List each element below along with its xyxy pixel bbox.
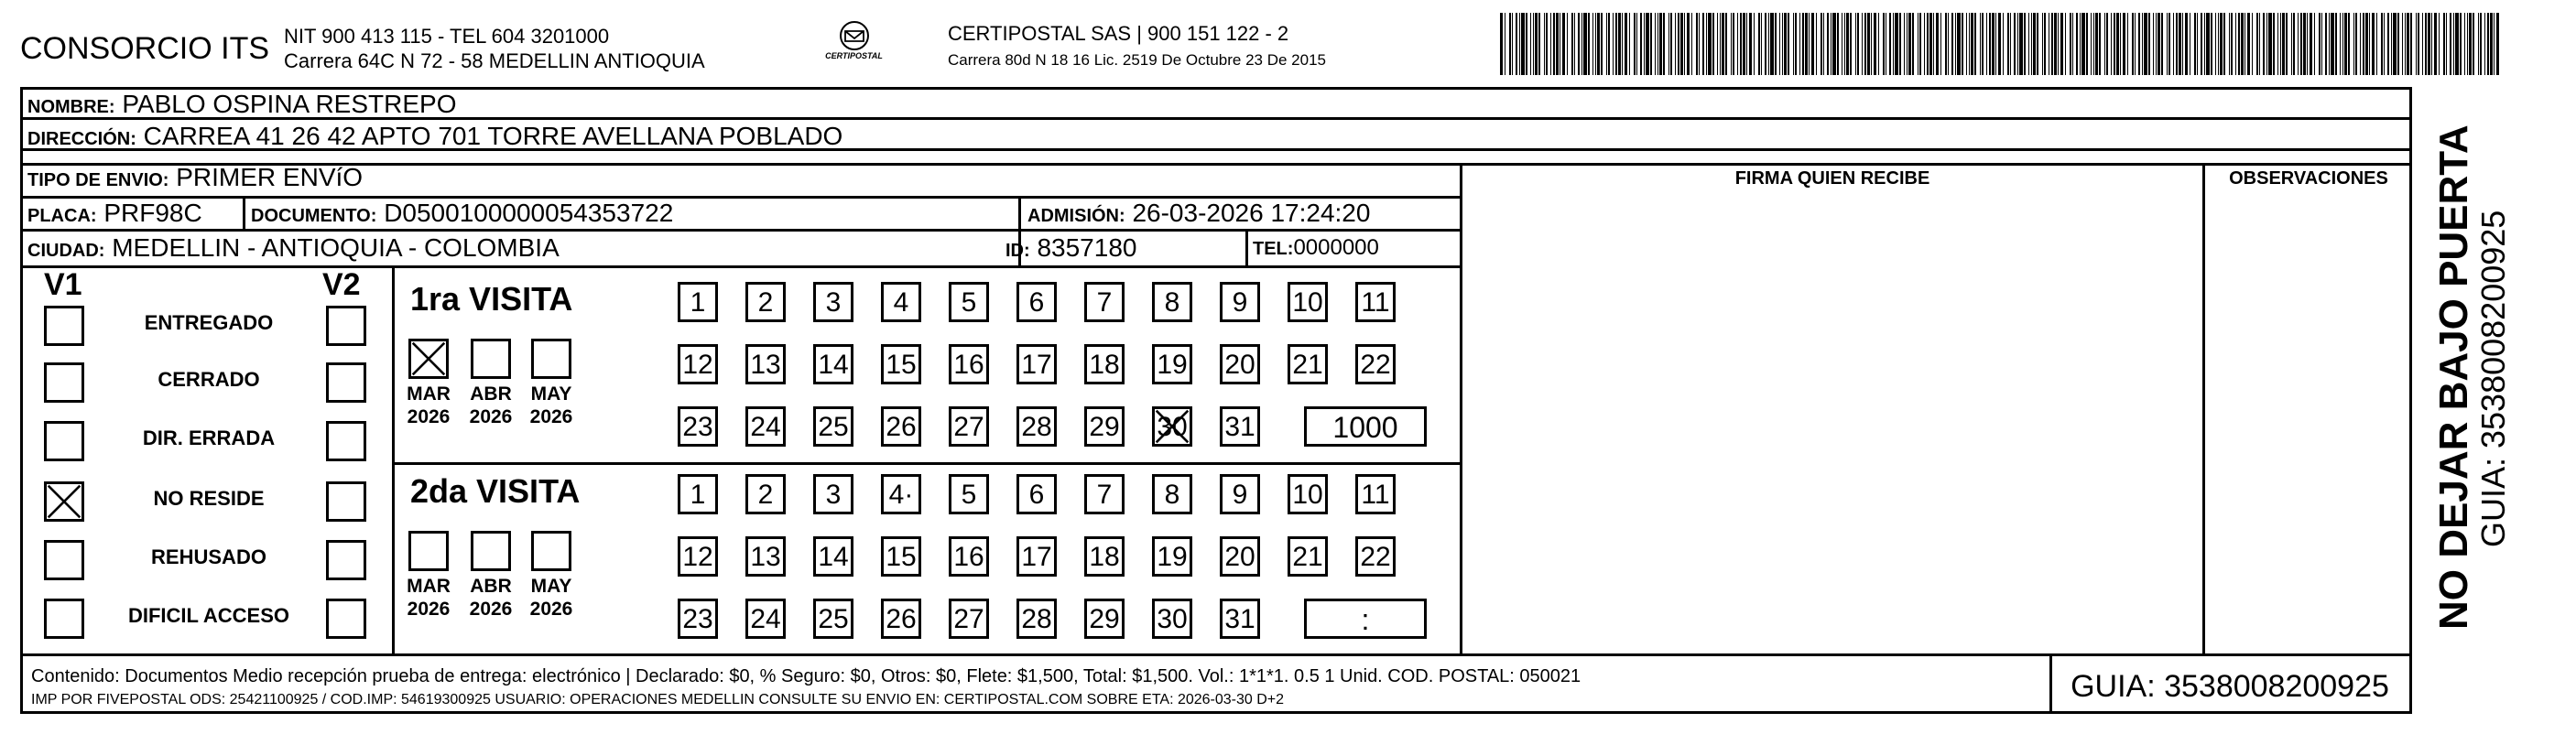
visit1-day-box[interactable]: 17 — [1016, 344, 1057, 384]
visit1-day-box[interactable]: 31 — [1220, 406, 1260, 447]
status-label: CERRADO — [158, 368, 260, 391]
visit2-day-box[interactable]: 3 — [813, 474, 853, 514]
visit2-day-box[interactable]: 23 — [678, 599, 718, 639]
tel-value: 0000000 — [1293, 235, 1379, 260]
barcode-bar — [2496, 13, 2499, 75]
visit2-day-box[interactable]: 17 — [1016, 536, 1057, 577]
envelope-seal-icon — [836, 20, 873, 51]
visit1-day-box[interactable]: 18 — [1084, 344, 1125, 384]
placa-value: PRF98C — [103, 199, 202, 227]
visit1-day-box[interactable]: 24 — [745, 406, 786, 447]
x-mark-icon — [1155, 409, 1190, 444]
admision-field — [1027, 200, 1370, 226]
company-info — [284, 24, 705, 73]
visit2-day-box[interactable]: 21 — [1288, 536, 1328, 577]
visit1-day-box[interactable]: 22 — [1355, 344, 1396, 384]
company-address: Carrera 64C N 72 - 58 MEDELLIN ANTIOQUIA — [284, 49, 705, 72]
visit1-day-box[interactable]: 25 — [813, 406, 853, 447]
tipo-value: PRIMER ENVíO — [176, 163, 364, 191]
visit2-day-box[interactable]: 25 — [813, 599, 853, 639]
visit2-day-box[interactable]: 29 — [1084, 599, 1125, 639]
visit1-day-box[interactable]: 26 — [881, 406, 921, 447]
nombre-label: NOMBRE: — [27, 97, 115, 117]
contenido-line: Contenido: Documentos Medio recepción prueba de entrega: electrónico | Declarado: $0, % Seguro: $0, Otros: $0, Flete: $1,500, Total: $1,500. Vol.: 1*1*1. 0.5 1 Unid. COD. POSTAL: 050021 — [31, 666, 1581, 686]
visit1-day-box[interactable]: 20 — [1220, 344, 1260, 384]
v1-header: V1 — [44, 267, 82, 302]
visit2-day-box[interactable]: 28 — [1016, 599, 1057, 639]
side-guia-number: GUIA: 3538008200925 — [2474, 210, 2512, 547]
certipostal-logo — [810, 20, 897, 73]
visit1-title: 1ra VISITA — [410, 280, 573, 318]
status-v1-checkbox[interactable] — [44, 599, 84, 639]
visit2-day-box[interactable]: 16 — [949, 536, 989, 577]
tipo-field — [27, 165, 363, 190]
nombre-field — [27, 92, 456, 117]
visit1-day-box[interactable]: 1 — [678, 282, 718, 322]
divider — [1245, 229, 1248, 265]
impresion-line: IMP POR FIVEPOSTAL ODS: 25421100925 / COD.IMP: 54619300925 USUARIO: OPERACIONES MEDELLIN CONSULTE SU ENVIO EN: CERTIPOSTAL.COM SOBRE ETA: 2026-03-30 D+2 — [31, 692, 1285, 707]
visit1-day-box[interactable]: 14 — [813, 344, 853, 384]
visit2-day-box[interactable]: 24 — [745, 599, 786, 639]
visit1-day-box[interactable]: 10 — [1288, 282, 1328, 322]
status-v2-checkbox[interactable] — [326, 599, 366, 639]
id-label: ID: — [1005, 241, 1030, 261]
status-v1-checkbox[interactable] — [44, 362, 84, 403]
visit1-day-box[interactable]: 6 — [1016, 282, 1057, 322]
visit2-day-box[interactable]: 22 — [1355, 536, 1396, 577]
visit1-day-box[interactable]: 19 — [1152, 344, 1192, 384]
visit2-month-label: MAR 2026 — [407, 576, 451, 620]
status-v2-checkbox[interactable] — [326, 362, 366, 403]
visit1-day-box[interactable]: 2 — [745, 282, 786, 322]
visit2-day-box[interactable]: 13 — [745, 536, 786, 577]
visit1-day-box[interactable]: 7 — [1084, 282, 1125, 322]
visit2-month-label: ABR 2026 — [469, 576, 513, 620]
id-value: 8357180 — [1037, 233, 1137, 262]
visit2-day-box[interactable]: 2 — [745, 474, 786, 514]
visit1-day-box[interactable]: 23 — [678, 406, 718, 447]
visit1-day-box[interactable]: 30 — [1152, 406, 1192, 447]
guia-number: GUIA: 3538008200925 — [2071, 669, 2389, 704]
observaciones-header: OBSERVACIONES — [2229, 168, 2388, 189]
divider — [20, 653, 2412, 656]
status-v2-checkbox[interactable] — [326, 421, 366, 461]
visit2-day-box[interactable]: 5 — [949, 474, 989, 514]
no-dejar-warning: NO DEJAR BAJO PUERTA — [2431, 124, 2476, 630]
visit1-day-box[interactable]: 21 — [1288, 344, 1328, 384]
tipo-label: TIPO DE ENVIO: — [27, 170, 169, 190]
visit1-month-checkbox[interactable] — [408, 339, 449, 379]
visit2-day-box[interactable]: 11 — [1355, 474, 1396, 514]
visit1-day-box[interactable]: 15 — [881, 344, 921, 384]
visit2-day-box[interactable]: 4· — [881, 474, 921, 514]
ciudad-label: CIUDAD: — [27, 241, 105, 261]
visit1-day-box[interactable]: 11 — [1355, 282, 1396, 322]
ciudad-field — [27, 235, 560, 261]
status-label: DIR. ERRADA — [142, 426, 276, 449]
divider — [20, 265, 1462, 268]
status-v2-checkbox[interactable] — [326, 540, 366, 580]
placa-field — [27, 200, 202, 226]
visit1-day-box[interactable]: 12 — [678, 344, 718, 384]
visit2-day-box[interactable]: 26 — [881, 599, 921, 639]
certipostal-info: CERTIPOSTAL SAS | 900 151 122 - 2 — [948, 22, 1289, 45]
documento-value: D0500100000054353722 — [384, 199, 674, 227]
status-label: DIFICIL ACCESO — [127, 604, 289, 627]
admision-label: ADMISIÓN: — [1027, 206, 1125, 226]
status-v1-checkbox[interactable] — [44, 540, 84, 580]
visit2-day-box[interactable]: 15 — [881, 536, 921, 577]
visit2-day-box[interactable]: 6 — [1016, 474, 1057, 514]
visit2-day-box[interactable]: 14 — [813, 536, 853, 577]
visit1-day-box[interactable]: 27 — [949, 406, 989, 447]
status-v2-checkbox[interactable] — [326, 481, 366, 522]
x-mark-icon — [411, 341, 446, 376]
divider — [20, 163, 2412, 166]
visit1-day-box[interactable]: 3 — [813, 282, 853, 322]
status-v2-checkbox[interactable] — [326, 306, 366, 346]
barcode — [1500, 13, 2507, 75]
visit1-time-box[interactable]: 1000 — [1304, 406, 1427, 447]
status-v1-checkbox[interactable] — [44, 421, 84, 461]
visit2-day-box[interactable]: 31 — [1220, 599, 1260, 639]
id-field — [1005, 235, 1136, 261]
visit1-month-label: MAY 2026 — [529, 383, 573, 427]
visit1-day-box[interactable]: 28 — [1016, 406, 1057, 447]
visit2-title: 2da VISITA — [410, 472, 581, 510]
visit2-day-box[interactable]: 8 — [1152, 474, 1192, 514]
visit2-day-box[interactable]: 18 — [1084, 536, 1125, 577]
status-v1-checkbox[interactable] — [44, 306, 84, 346]
x-mark-icon — [47, 484, 82, 519]
divider — [2202, 163, 2205, 654]
visit2-month-checkbox[interactable] — [531, 531, 571, 571]
direccion-value: CARREA 41 26 42 APTO 701 TORRE AVELLANA POBLADO — [143, 122, 843, 150]
admision-value: 26-03-2026 17:24:20 — [1132, 199, 1371, 227]
direccion-label: DIRECCIÓN: — [27, 129, 136, 149]
firma-header: FIRMA QUIEN RECIBE — [1734, 168, 1930, 189]
visit2-month-checkbox[interactable] — [471, 531, 511, 571]
visit1-month-label: ABR 2026 — [469, 383, 513, 427]
company-name: CONSORCIO ITS — [20, 31, 270, 66]
visit2-day-box[interactable]: 27 — [949, 599, 989, 639]
v2-header: V2 — [322, 267, 361, 302]
visit1-month-checkbox[interactable] — [471, 339, 511, 379]
visit1-day-box[interactable]: 16 — [949, 344, 989, 384]
company-nit: NIT 900 413 115 - TEL 604 3201000 — [284, 25, 610, 48]
divider — [1460, 163, 1462, 654]
tel-field — [1253, 237, 1379, 259]
visit1-month-label: MAR 2026 — [407, 383, 451, 427]
status-label: ENTREGADO — [144, 311, 274, 334]
status-label: REHUSADO — [151, 545, 266, 568]
visit1-day-box[interactable]: 9 — [1220, 282, 1260, 322]
visit2-day-box[interactable]: 7 — [1084, 474, 1125, 514]
visit2-time-box[interactable]: : — [1304, 599, 1427, 639]
visit2-month-label: MAY 2026 — [529, 576, 573, 620]
visit2-day-box[interactable]: 12 — [678, 536, 718, 577]
placa-label: PLACA: — [27, 206, 97, 226]
visit2-day-box[interactable]: 9 — [1220, 474, 1260, 514]
visit2-day-box[interactable]: 30 — [1152, 599, 1192, 639]
visit1-month-checkbox[interactable] — [531, 339, 571, 379]
status-v1-checkbox[interactable] — [44, 481, 84, 522]
documento-label: DOCUMENTO: — [251, 206, 377, 226]
visit1-day-box[interactable]: 4 — [881, 282, 921, 322]
visit1-day-box[interactable]: 29 — [1084, 406, 1125, 447]
visit1-day-box[interactable]: 13 — [745, 344, 786, 384]
divider — [243, 196, 245, 229]
divider — [392, 462, 1462, 465]
certipostal-license: Carrera 80d N 18 16 Lic. 2519 De Octubre 23 De 2015 — [948, 51, 1326, 69]
visit2-day-box[interactable]: 20 — [1220, 536, 1260, 577]
visit2-month-checkbox[interactable] — [408, 531, 449, 571]
divider — [392, 265, 395, 653]
status-label: NO RESIDE — [153, 487, 265, 510]
visit1-day-box[interactable]: 8 — [1152, 282, 1192, 322]
visit1-day-box[interactable]: 5 — [949, 282, 989, 322]
visit2-day-box[interactable]: 10 — [1288, 474, 1328, 514]
nombre-value: PABLO OSPINA RESTREPO — [122, 90, 457, 118]
ciudad-value: MEDELLIN - ANTIOQUIA - COLOMBIA — [112, 233, 560, 262]
visit2-day-box[interactable]: 19 — [1152, 536, 1192, 577]
visit2-day-box[interactable]: 1 — [678, 474, 718, 514]
direccion-field — [27, 124, 842, 149]
documento-field — [251, 200, 673, 226]
tel-label: TEL: — [1253, 239, 1294, 259]
logo-text: CERTIPOSTAL — [825, 51, 883, 60]
